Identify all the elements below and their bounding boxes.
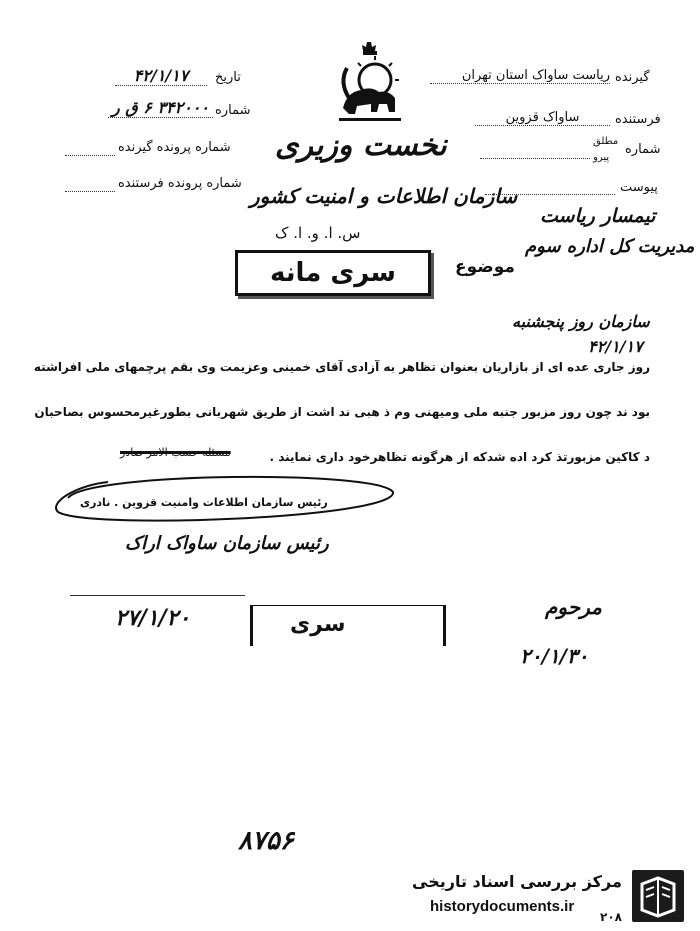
recipient-file-line bbox=[65, 155, 115, 156]
sender-label: فرستنده bbox=[615, 112, 661, 127]
handwritten-signature: رئیس سازمان ساواک اراک bbox=[125, 533, 329, 554]
number-sub-top: مطلق bbox=[593, 136, 619, 147]
archive-name: مرکز بررسی اسناد تاریخی bbox=[412, 872, 622, 891]
archive-url: historydocuments.ir bbox=[430, 898, 575, 915]
attachment-line bbox=[485, 194, 615, 195]
handwritten-note: سازمان روز پنجشنبه bbox=[512, 312, 650, 331]
struck-text: مسئله حسب الامر صادر bbox=[120, 446, 231, 459]
handwritten-date: ۴۲/۱/۱۷ bbox=[588, 337, 643, 356]
doc-title: نخست وزیری bbox=[275, 128, 447, 163]
sender-file-line bbox=[65, 191, 115, 192]
org-name: سازمان اطلاعات و امنیت کشور bbox=[250, 184, 518, 208]
separator-left bbox=[70, 595, 245, 596]
recipient-label: گیرنده bbox=[615, 70, 650, 85]
body-line-1: روز جاری عده ای از بازاریان بعنوان تظاهر به آزادی آقای خمینی وعزیمت وی بقم پرچمهای ملی افراشته bbox=[33, 360, 650, 374]
number-sub-bottom: پیرو bbox=[593, 152, 610, 163]
classification-stamp: سری مانه bbox=[235, 250, 431, 296]
handwritten-number: ۸۷۵۶ bbox=[238, 826, 294, 856]
body-line-2: بود ند چون روز مزبور جنبه ملی ومیهنی وم ذ هبی ند اشت از طریق شهربانی بطورغیرمحسوس بصاحبان bbox=[34, 405, 650, 419]
org-code: س. ا. و. ا. ک bbox=[275, 224, 361, 242]
closing-line: رئیس سازمان اطلاعات وامنیت قزوین . نادری bbox=[80, 496, 328, 509]
number-line-right bbox=[480, 158, 590, 159]
archive-logo-icon bbox=[632, 870, 684, 922]
recipient-value: ریاست ساواک استان تهران bbox=[430, 68, 610, 84]
subject-label: موضوع bbox=[455, 257, 515, 277]
sender-value: ساواک قزوین bbox=[475, 110, 610, 126]
sender-file-label: شماره پرونده فرستنده bbox=[118, 176, 242, 191]
subject-handwriting-1: تیمسار ریاست bbox=[540, 205, 656, 227]
lower-stamp bbox=[250, 605, 446, 646]
handwritten-right-bottom: ۲۰/۱/۳۰ bbox=[520, 644, 589, 668]
recipient-file-label: شماره پرونده گیرنده bbox=[118, 140, 231, 155]
number-label-right: شماره bbox=[625, 142, 661, 157]
handwritten-right-top: مرحوم bbox=[545, 595, 602, 619]
lion-and-sun-emblem bbox=[325, 38, 415, 128]
lower-stamp-text: سری bbox=[290, 612, 346, 637]
number-label: شماره bbox=[215, 103, 251, 118]
page-reference: ۲۰۸ bbox=[600, 910, 622, 924]
date-label: تاریخ bbox=[215, 70, 241, 85]
attachment-label: پیوست bbox=[620, 180, 658, 195]
subject-handwriting-2: مدیریت کل اداره سوم bbox=[525, 236, 695, 257]
date-value: ۴۲/۱/۱۷ bbox=[115, 66, 207, 86]
body-line-3: د کاکین مزبورتذ کرد اده شدکه از هرگونه تظاهرخود داری نمایند . bbox=[269, 450, 650, 464]
number-value: ۳۴۲۰۰۰ ۶ ق ر bbox=[108, 98, 213, 118]
handwritten-left-date: ۲۷/۱/۲۰ bbox=[115, 605, 191, 631]
